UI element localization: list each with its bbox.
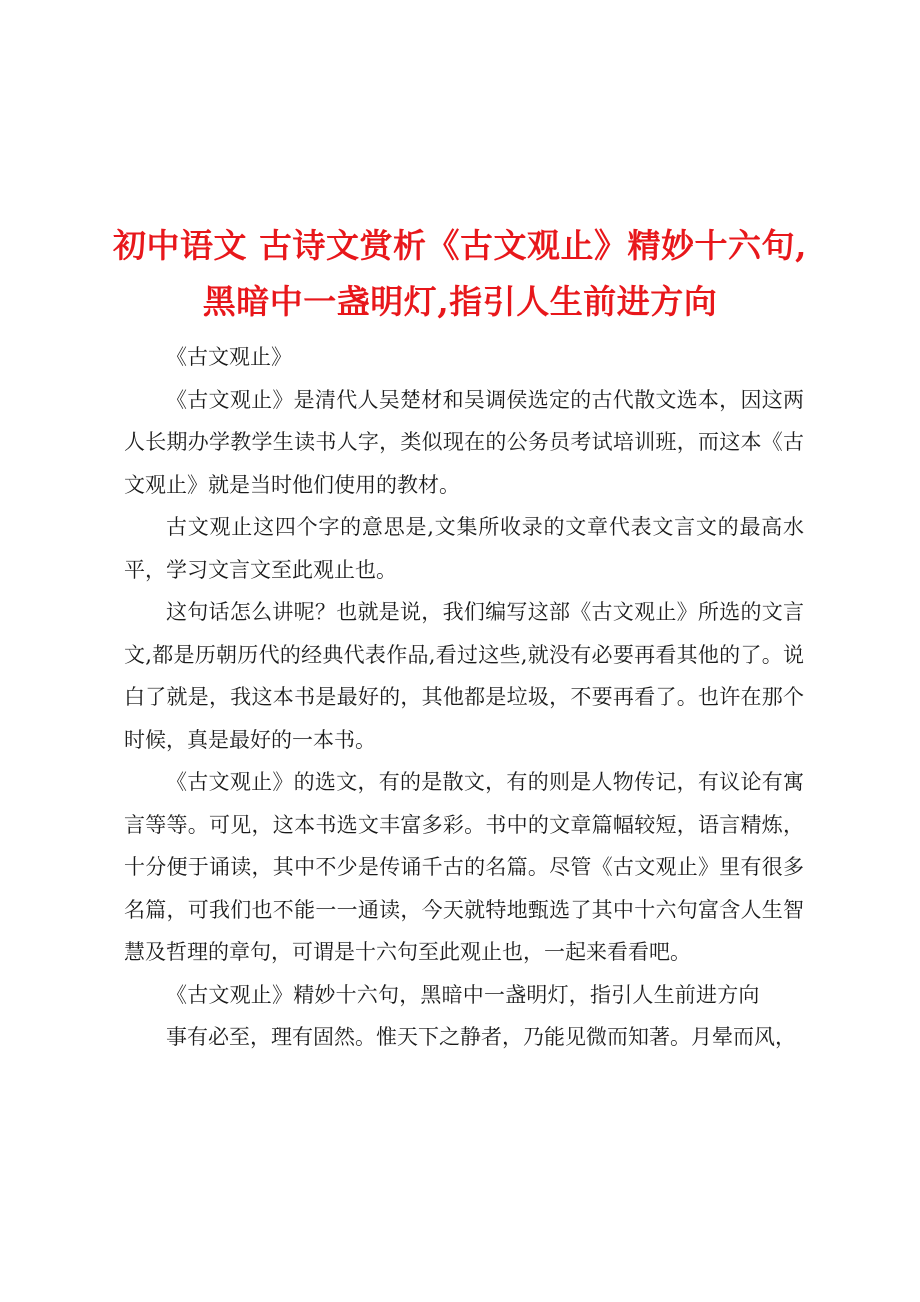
paragraph-book-title: 《古文观止》 [166,345,292,369]
title-line-1: 初中语文 古诗文赏析《古文观止》精妙十六句, [113,226,807,266]
title-line-2: 黑暗中一盏明灯,指引人生前进方向 [202,282,718,322]
paragraph-explanation: 这句话怎么讲呢？也就是说，我们编写这部《古文观止》所选的文言文,都是历朝历代的经典代表作品,看过这些,就没有必要再看其他的了。说白了就是，我这本书是最好的，其他都是垃圾，不要再看了。也许在那个时候，真是最好的一本书。 [124,600,804,752]
paragraph-intro: 《古文观止》是清代人吴楚材和吴调侯选定的古代散文选本，因这两人长期办学教学生读书人字，类似现在的公务员考试培训班，而这本《古文观止》就是当时他们使用的教材。 [124,387,804,497]
document-title [60,218,860,330]
paragraph-quote: 事有必至，理有固然。惟天下之静者，乃能见微而知著。月晕而风， [166,1025,796,1049]
document-body [124,336,804,1059]
paragraph-subheading: 《古文观止》精妙十六句，黑暗中一盏明灯，指引人生前进方向 [166,982,760,1007]
paragraph-selection: 《古文观止》的选文，有的是散文，有的则是人物传记，有议论有寓言等等。可见，这本书选文丰富多彩。书中的文章篇幅较短，语言精炼，十分便于诵读，其中不少是传诵千古的名篇。尽管《古文观止》里有很多名篇，可我们也不能一一通读，今天就特地甄选了其中十六句富含人生智慧及哲理的章句，可谓是十六句至此观止也，一起来看看吧。 [124,770,804,964]
paragraph-meaning: 古文观止这四个字的意思是,文集所收录的文章代表文言文的最高水平，学习文言文至此观止也。 [124,515,804,582]
